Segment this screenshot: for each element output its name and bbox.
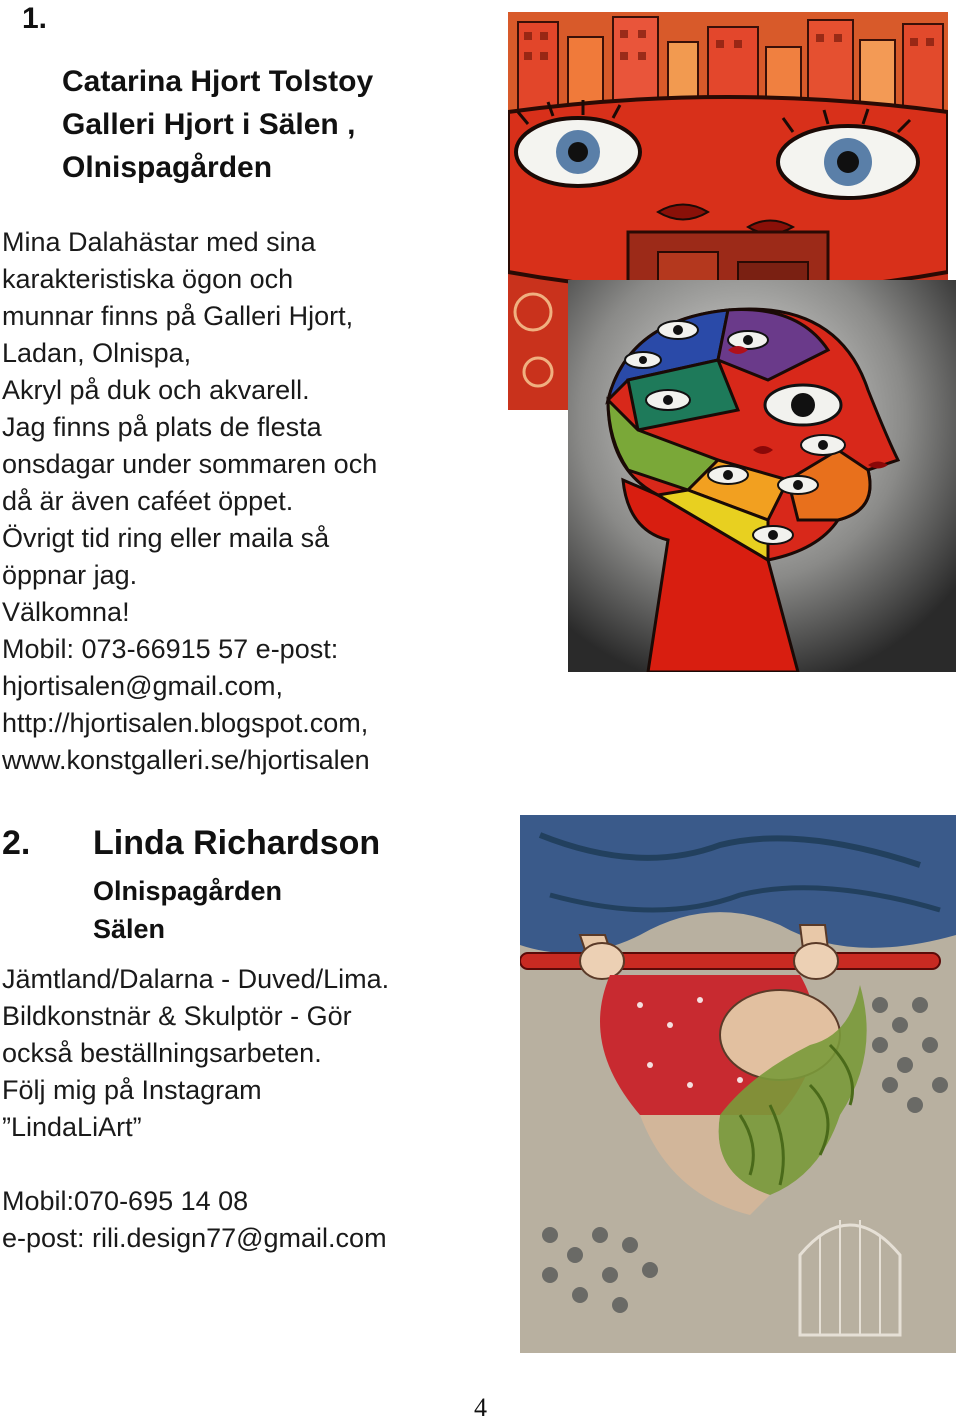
section2-body (2, 961, 389, 1146)
body-line: Jämtland/Dalarna - Duved/Lima. (2, 964, 390, 994)
body-line: Övrigt tid ring eller maila så (2, 523, 330, 553)
section1-title-line: Catarina Hjort Tolstoy (62, 65, 374, 98)
section1-title-line: Olnispagården (62, 151, 273, 184)
painting-colourful-head (568, 280, 956, 672)
section2-contact (2, 1183, 387, 1257)
body-line: Följ mig på Instagram (2, 1075, 262, 1105)
body-line: Jag finns på plats de flesta (2, 412, 322, 442)
contact-line: e-post: rili.design77@gmail.com (2, 1223, 387, 1253)
body-line: Mobil: 073-66915 57 e-post: (2, 634, 339, 664)
body-line: ”LindaLiArt” (2, 1112, 142, 1142)
body-line: onsdagar under sommaren och (2, 449, 378, 479)
section2-number: 2. (2, 824, 31, 862)
section2-artist-name: Linda Richardson (93, 824, 381, 862)
body-line: Akryl på duk och akvarell. (2, 375, 310, 405)
contact-line: Mobil:070-695 14 08 (2, 1186, 249, 1216)
body-line: hjortisalen@gmail.com, (2, 671, 284, 701)
section1-number: 1. (22, 2, 48, 35)
body-line: http://hjortisalen.blogspot.com, (2, 708, 369, 738)
location-line: Olnispagården (93, 876, 283, 906)
painting-hanging-figure (520, 815, 956, 1353)
body-line: Ladan, Olnispa, (2, 338, 192, 368)
body-line: Mina Dalahästar med sina (2, 227, 316, 257)
section1-title (62, 60, 373, 189)
body-line: öppnar jag. (2, 560, 138, 590)
body-line: också beställningsarbeten. (2, 1038, 322, 1068)
body-line: Bildkonstnär & Skulptör - Gör (2, 1001, 352, 1031)
section1-body (2, 224, 377, 779)
location-line: Sälen (93, 914, 166, 944)
body-line: www.konstgalleri.se/hjortisalen (2, 745, 370, 775)
body-line: då är även caféet öppet. (2, 486, 294, 516)
body-line: munnar finns på Galleri Hjort, (2, 301, 354, 331)
body-line: karakteristiska ögon och (2, 264, 294, 294)
section1-title-line: Galleri Hjort i Sälen , (62, 108, 356, 141)
page-number: 4 (474, 1393, 487, 1422)
body-line: Välkomna! (2, 597, 130, 627)
section2-location (93, 872, 282, 948)
